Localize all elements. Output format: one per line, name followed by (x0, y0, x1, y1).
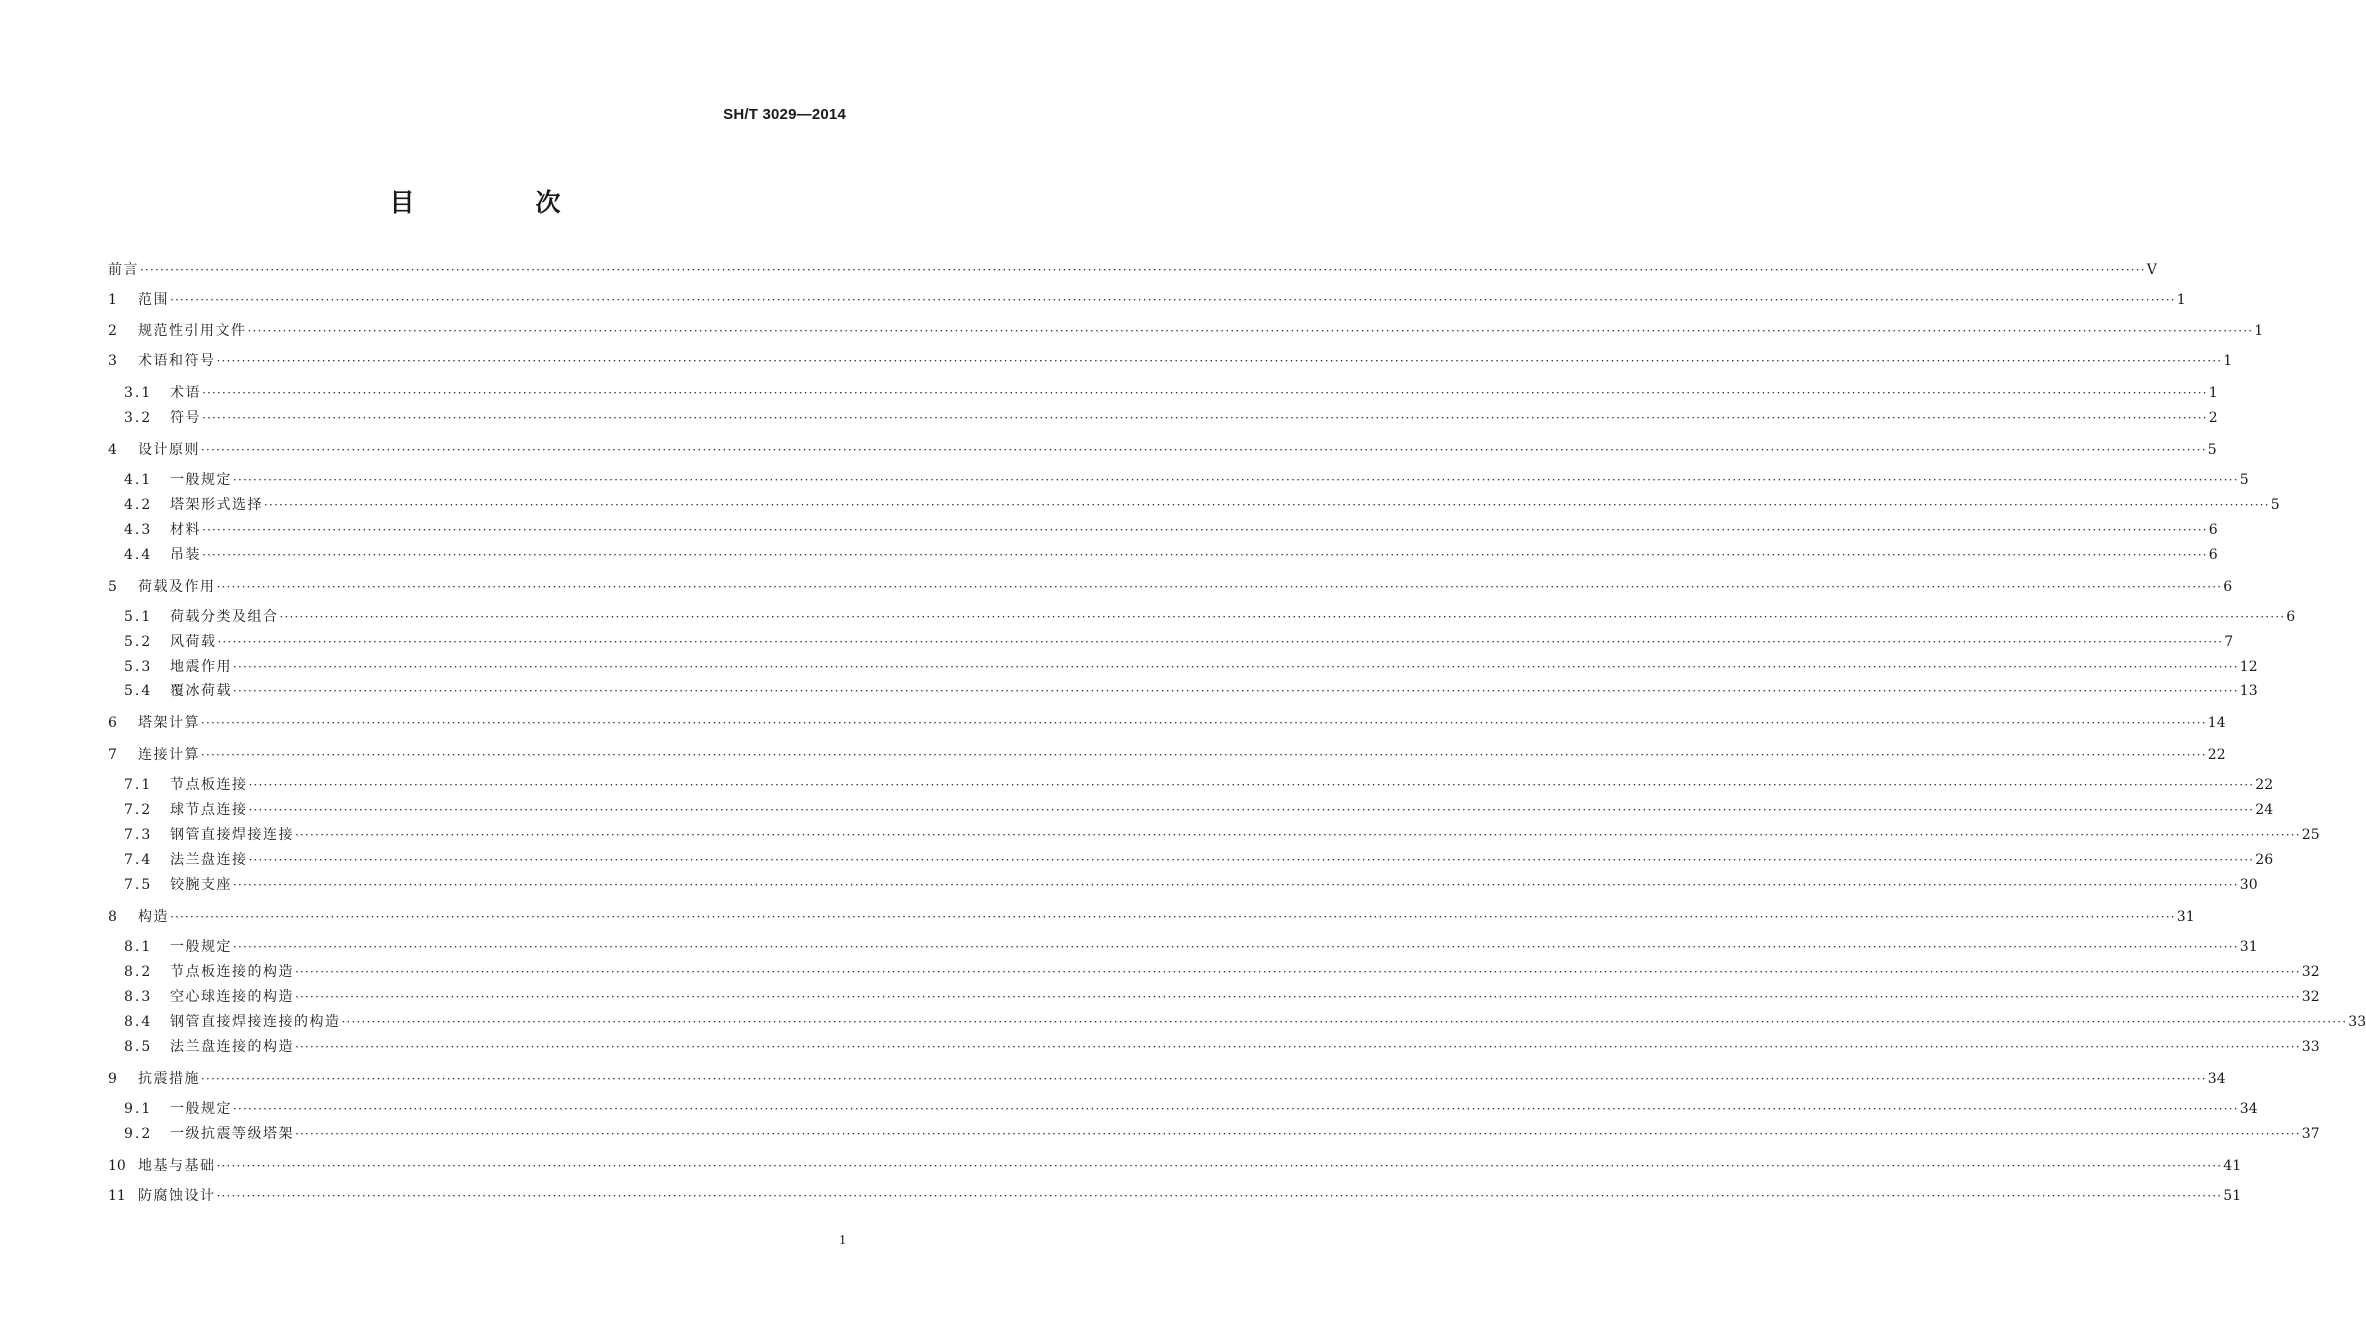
toc-entry-page: 30 (2239, 877, 2258, 893)
toc-entry-page: 1 (2176, 292, 2186, 308)
toc-entry-label: 抗震措施 (138, 1071, 200, 1087)
toc-entry-label: 风荷载 (170, 634, 217, 650)
toc-entry-label: 范围 (138, 292, 169, 308)
toc-entry-number: 8.5 (124, 1039, 153, 1055)
toc-entry-page: 6 (2286, 609, 2296, 625)
toc-entry-label: 规范性引用文件 (138, 323, 247, 339)
toc-entry-number: 4.1 (124, 472, 153, 488)
toc-dot-leader: ················································································································································································································································································································································································································ (295, 1127, 2301, 1141)
toc-entry[interactable] (108, 1069, 2226, 1089)
toc-entry-number: 1 (108, 292, 117, 308)
toc-entry-label: 塔架形式选择 (170, 497, 263, 513)
toc-entry-page: 5 (2239, 472, 2249, 488)
toc-entry-label: 连接计算 (138, 747, 200, 763)
toc-entry[interactable] (108, 632, 2234, 652)
toc-dot-leader: ················································································································································································································································································································································································································ (248, 778, 2255, 792)
toc-entry-page: 6 (2208, 522, 2218, 538)
toc-dot-leader: ················································································································································································································································································································································································································ (202, 386, 2208, 400)
toc-entry-page: 33 (2348, 1014, 2366, 1030)
toc-entry-number: 3.2 (124, 410, 153, 426)
toc-entry-page: 34 (2239, 1101, 2258, 1117)
toc-entry-page: 13 (2239, 683, 2258, 699)
toc-entry[interactable] (108, 775, 2274, 795)
toc-entry[interactable] (108, 440, 2217, 460)
toc-entry-number: 8.3 (124, 989, 153, 1005)
toc-entry-page: 26 (2255, 852, 2274, 868)
toc-entry-number: 3 (108, 353, 117, 369)
toc-dot-leader: ················································································································································································································································································································································································································ (201, 748, 2207, 762)
toc-entry[interactable] (108, 321, 2264, 341)
toc-entry-page: 22 (2207, 747, 2226, 763)
toc-entry-page: V (2146, 262, 2157, 278)
toc-entry-label: 防腐蚀设计 (138, 1188, 216, 1204)
toc-entry-label: 荷载分类及组合 (170, 609, 279, 625)
toc-entry[interactable] (108, 713, 2226, 733)
toc-entry-page: 24 (2255, 802, 2274, 818)
toc-dot-leader: ················································································································································································································································································································································································································ (295, 990, 2301, 1004)
toc-dot-leader: ················································································································································································································································································································································································································ (341, 1015, 2348, 1029)
standard-code: SH/T 3029—2014 (723, 106, 846, 123)
toc-entry[interactable] (108, 657, 2258, 677)
toc-entry-number: 10 (108, 1158, 126, 1174)
toc-entry-number: 9 (108, 1071, 117, 1087)
toc-dot-leader: ················································································································································································································································································································································································································ (201, 1072, 2207, 1086)
toc-entry[interactable] (108, 825, 2320, 845)
toc-entry[interactable] (108, 577, 2233, 597)
toc-entry-page: 31 (2176, 909, 2195, 925)
toc-entry-label: 节点板连接 (170, 777, 248, 793)
toc-entry-label: 前言 (108, 262, 139, 278)
toc-entry-page: 2 (2208, 410, 2218, 426)
toc-dot-leader: ················································································································································································································································································································································································································ (201, 443, 2207, 457)
toc-entry[interactable] (108, 745, 2226, 765)
toc-dot-leader: ················································································································································································································································································································································································································ (170, 293, 2176, 307)
toc-entry-label: 一般规定 (170, 939, 232, 955)
toc-entry-page: 5 (2207, 442, 2217, 458)
toc-entry[interactable] (108, 1012, 2366, 1032)
toc-entry[interactable] (108, 351, 2233, 371)
toc-entry-number: 9.1 (124, 1101, 153, 1117)
toc-entry[interactable] (108, 1186, 2242, 1206)
toc-entry-page: 32 (2301, 989, 2320, 1005)
toc-dot-leader: ················································································································································································································································································································································································································ (295, 828, 2301, 842)
toc-entry-label: 钢管直接焊接连接 (170, 827, 294, 843)
toc-entry-number: 5.1 (124, 609, 153, 625)
toc-entry-label: 地基与基础 (138, 1158, 216, 1174)
toc-entry-number: 4.4 (124, 547, 153, 563)
toc-entry-label: 地震作用 (170, 659, 232, 675)
toc-entry-number: 9.2 (124, 1126, 153, 1142)
toc-entry[interactable] (108, 987, 2320, 1007)
toc-dot-leader: ················································································································································································································································································································································································································ (217, 635, 2224, 649)
toc-entry-number: 7.1 (124, 777, 153, 793)
toc-entry-number: 4 (108, 442, 117, 458)
toc-entry-label: 设计原则 (138, 442, 200, 458)
toc-entry[interactable] (108, 290, 2186, 310)
toc-entry-label: 塔架计算 (138, 715, 200, 731)
toc-entry[interactable] (108, 470, 2249, 490)
toc-entry-label: 荷载及作用 (138, 579, 216, 595)
toc-entry-number: 8.4 (124, 1014, 153, 1030)
toc-entry-page: 32 (2301, 964, 2320, 980)
toc-entry-label: 术语 (170, 385, 201, 401)
toc-entry-page: 33 (2301, 1039, 2320, 1055)
toc-entry-page: 1 (2223, 353, 2233, 369)
toc-entry-label: 空心球连接的构造 (170, 989, 294, 1005)
toc-entry-number: 5.4 (124, 683, 153, 699)
toc-entry-page: 1 (2254, 323, 2264, 339)
toc-dot-leader: ················································································································································································································································································································································································································ (170, 910, 2176, 924)
toc-entry-number: 5 (108, 579, 117, 595)
toc-entry-number: 8 (108, 909, 117, 925)
toc-dot-leader: ················································································································································································································································································································································································································ (202, 523, 2208, 537)
toc-dot-leader: ················································································································································································································································································································································································································ (216, 580, 2223, 594)
toc-entry-page: 51 (2223, 1188, 2242, 1204)
toc-entry-page: 5 (2270, 497, 2280, 513)
toc-entry[interactable] (108, 937, 2258, 957)
toc-entry-number: 11 (108, 1188, 126, 1204)
toc-entry[interactable] (108, 907, 2195, 927)
toc-dot-leader: ················································································································································································································································································································································································································ (202, 411, 2208, 425)
toc-dot-leader: ················································································································································································································································································································································································································ (247, 324, 2254, 338)
page-title: 目 次 (389, 188, 609, 217)
toc-entry-page: 6 (2208, 547, 2218, 563)
toc-entry[interactable] (108, 1156, 2242, 1176)
toc-entry[interactable] (108, 962, 2320, 982)
toc-entry-number: 6 (108, 715, 117, 731)
toc-entry-label: 球节点连接 (170, 802, 248, 818)
toc-dot-leader: ················································································································································································································································································································································································································ (264, 498, 2270, 512)
toc-entry[interactable] (108, 495, 2280, 515)
toc-entry[interactable] (108, 875, 2258, 895)
toc-entry-number: 4.2 (124, 497, 153, 513)
toc-dot-leader: ················································································································································································································································································································································································································ (233, 878, 2239, 892)
toc-entry-page: 14 (2207, 715, 2226, 731)
toc-entry[interactable] (108, 850, 2274, 870)
toc-entry-number: 8.2 (124, 964, 153, 980)
toc-entry-label: 节点板连接的构造 (170, 964, 294, 980)
toc-entry-number: 7.2 (124, 802, 153, 818)
toc-entry-number: 7 (108, 747, 117, 763)
toc-entry-label: 术语和符号 (138, 353, 216, 369)
toc-entry-label: 一级抗震等级塔架 (170, 1126, 294, 1142)
toc-entry-page: 31 (2239, 939, 2258, 955)
toc-dot-leader: ················································································································································································································································································································································································································ (295, 965, 2301, 979)
toc-entry[interactable] (108, 408, 2218, 428)
toc-entry-label: 材料 (170, 522, 201, 538)
toc-entry[interactable] (108, 800, 2274, 820)
toc-entry[interactable] (108, 607, 2296, 627)
toc-entry-label: 构造 (138, 909, 169, 925)
toc-entry-label: 一般规定 (170, 472, 232, 488)
toc-entry-number: 7.4 (124, 852, 153, 868)
toc-entry[interactable] (108, 545, 2218, 565)
toc-entry-label: 覆冰荷载 (170, 683, 232, 699)
toc-entry-label: 符号 (170, 410, 201, 426)
toc-dot-leader: ················································································································································································································································································································································································································ (140, 263, 2146, 277)
toc-entry-number: 3.1 (124, 385, 153, 401)
toc-entry-page: 12 (2239, 659, 2258, 675)
toc-entry-label: 一般规定 (170, 1101, 232, 1117)
toc-entry-label: 铰腕支座 (170, 877, 232, 893)
toc-dot-leader: ················································································································································································································································································································································································································ (216, 1189, 2223, 1203)
toc-entry[interactable] (108, 1037, 2320, 1057)
toc-entry-label: 法兰盘连接的构造 (170, 1039, 294, 1055)
toc-dot-leader: ················································································································································································································································································································································································································ (295, 1040, 2301, 1054)
toc-entry-page: 7 (2224, 634, 2234, 650)
page-number: 1 (839, 1233, 846, 1248)
toc-dot-leader: ················································································································································································································································································································································································································ (248, 853, 2255, 867)
toc-entry-page: 25 (2301, 827, 2320, 843)
toc-dot-leader: ················································································································································································································································································································································································································ (233, 684, 2239, 698)
toc-entry-page: 6 (2223, 579, 2233, 595)
toc-dot-leader: ················································································································································································································································································································································································································ (216, 354, 2223, 368)
toc-entry[interactable] (108, 1099, 2258, 1119)
toc-entry[interactable] (108, 520, 2218, 540)
toc-entry[interactable] (108, 1124, 2320, 1144)
toc-entry-number: 4.3 (124, 522, 153, 538)
toc-entry-page: 37 (2301, 1126, 2320, 1142)
toc-entry-page: 41 (2223, 1158, 2242, 1174)
toc-entry-number: 8.1 (124, 939, 153, 955)
toc-entry-number: 7.5 (124, 877, 153, 893)
toc-dot-leader: ················································································································································································································································································································································································································ (202, 548, 2208, 562)
toc-dot-leader: ················································································································································································································································································································································································································ (233, 1102, 2239, 1116)
toc-entry[interactable] (108, 260, 2157, 280)
toc-dot-leader: ················································································································································································································································································································································································································ (201, 716, 2207, 730)
toc-entry-page: 1 (2208, 385, 2218, 401)
toc-entry-label: 法兰盘连接 (170, 852, 248, 868)
toc-entry[interactable] (108, 383, 2218, 403)
toc-dot-leader: ················································································································································································································································································································································································································ (233, 473, 2239, 487)
toc-entry-page: 34 (2207, 1071, 2226, 1087)
toc-dot-leader: ················································································································································································································································································································································································································ (279, 610, 2286, 624)
toc-dot-leader: ················································································································································································································································································································································································································ (233, 940, 2239, 954)
toc-dot-leader: ················································································································································································································································································································································································································ (248, 803, 2255, 817)
toc-entry-number: 5.3 (124, 659, 153, 675)
toc-dot-leader: ················································································································································································································································································································································································································ (233, 660, 2239, 674)
toc-entry-page: 22 (2255, 777, 2274, 793)
toc-entry-label: 钢管直接焊接连接的构造 (170, 1014, 341, 1030)
toc-entry-number: 7.3 (124, 827, 153, 843)
toc-entry[interactable] (108, 681, 2258, 701)
toc-dot-leader: ················································································································································································································································································································································································································ (216, 1159, 2223, 1173)
toc-entry-number: 5.2 (124, 634, 153, 650)
toc-entry-label: 吊装 (170, 547, 201, 563)
toc-entry-number: 2 (108, 323, 117, 339)
